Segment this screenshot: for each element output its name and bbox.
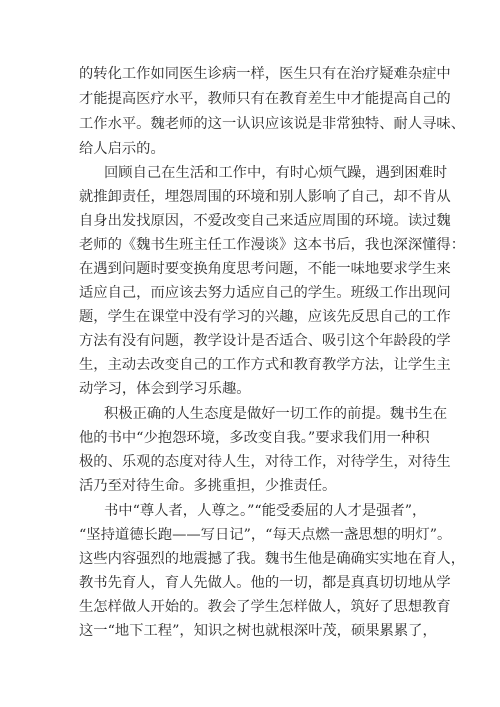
text-line: 工作水平。魏老师的这一认识应该说是非常独特、耐人寻味、 [79, 116, 466, 132]
text-line: 他的书中“少抱怨环境，多改变自我。”要求我们用一种积 [79, 430, 430, 446]
text-line: 这一“地下工程”，知识之树也就根深叶茂，硕果累累了， [79, 623, 437, 639]
text-line: 的转化工作如同医生诊病一样，医生只有在治疗疑难杂症中 [79, 66, 451, 82]
text-line: 适应自己，而应该去努力适应自己的学生。班级工作出现问 [79, 285, 451, 301]
text-line: 这些内容强烈的地震撼了我。魏书生他是确确实实地在育人， [79, 551, 466, 567]
paragraph-first-line: 书中“尊人者，人尊之。”“能受委屈的人才是强者”， [104, 503, 427, 519]
text-line: 在遇到问题时要变换角度思考问题，不能一味地要求学生来 [79, 261, 451, 277]
text-line: 生，主动去改变自己的工作方式和教育教学方法，让学生主 [79, 357, 451, 373]
text-line: 给人启示的。 [79, 141, 165, 157]
text-line: 生怎样做人开始的。教会了学生怎样做人，筑好了思想教育 [79, 599, 451, 615]
paragraph-first-line: 积极正确的人生态度是做好一切工作的前提。魏书生在 [104, 406, 448, 422]
text-line: 活乃至对待生命。多挑重担，少推责任。 [79, 478, 337, 494]
text-line: 自身出发找原因，不爱改变自己来适应周围的环境。读过魏 [79, 213, 451, 229]
paragraph-first-line: 回顾自己在生活和工作中，有时心烦气躁，遇到困难时 [104, 165, 448, 181]
text-line: 极的、乐观的态度对待人生，对待工作，对待学生，对待生 [79, 454, 451, 470]
text-line: 动学习，体会到学习乐趣。 [79, 381, 251, 397]
text-line: 教书先育人，育人先做人。他的一切，都是真真切切地从学 [79, 575, 451, 591]
text-line: 题，学生在课堂中没有学习的兴趣，应该先反思自己的工作 [79, 309, 451, 325]
text-line: 就推卸责任，埋怨周围的环境和别人影响了自己，却不肯从 [79, 189, 451, 205]
text-line: “坚持道德长跑——写日记”，“每天点燃一盏思想的明灯”。 [79, 527, 452, 543]
text-line: 方法有没有问题，教学设计是否适合、吸引这个年龄段的学 [79, 333, 451, 349]
text-line: 才能提高医疗水平，教师只有在教育差生中才能提高自己的 [79, 91, 451, 107]
text-line: 老师的《魏书生班主任工作漫谈》这本书后，我也深深懂得： [79, 237, 466, 253]
